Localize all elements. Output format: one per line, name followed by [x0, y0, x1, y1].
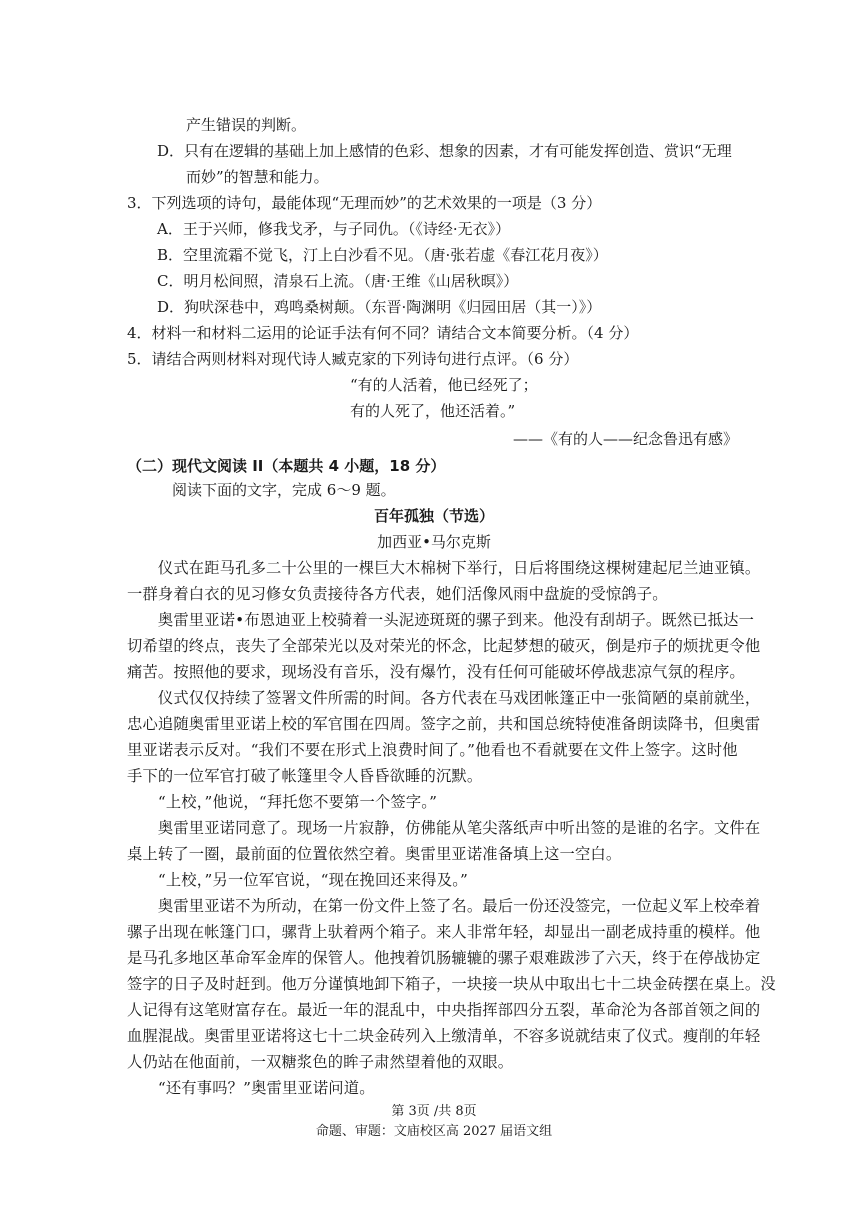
passage-line: 签字的日子及时赶到。他万分谨慎地卸下箱子，一块接一块从中取出七十二块金砖摆在桌上。没: [127, 975, 776, 993]
passage-line: 仪式在距马孔多二十公里的一棵巨大木棉树下举行，日后将围绕这棵树建起尼兰迪亚镇。: [127, 559, 761, 577]
option-d-line2: 而妙”的智慧和能力。: [186, 168, 329, 186]
page-number: 第 3页 /共 8页: [391, 1104, 477, 1119]
passage-line: 人仍站在他面前，一双糖浆色的眸子肃然望着他的双眼。: [127, 1053, 514, 1071]
passage-line: 是马孔多地区革命军金库的保管人。他拽着饥肠辘辘的骡子艰难跋涉了六天，终于在停战协定: [127, 949, 761, 967]
poem-source: ——《有的人——纪念鲁迅有感》: [512, 430, 738, 448]
passage-line: 手下的一位军官打破了帐篷里令人昏昏欲睡的沉默。: [127, 767, 483, 785]
poem-line-1: “有的人活着，他已经死了；: [350, 376, 538, 394]
passage-line: 奥雷里亚诺不为所动，在第一份文件上签了名。最后一份还没签完，一位起义军上校牵着: [127, 897, 761, 915]
passage-line: 仪式仅仅持续了签署文件所需的时间。各方代表在马戏团帐篷正中一张简陋的桌前就坐，: [127, 689, 761, 707]
section-heading: （二）现代文阅读 II（本题共 4 小题，18 分）: [127, 457, 446, 475]
question-3-option-c: C．明月松间照，清泉石上流。（唐·王维《山居秋暝》）: [157, 272, 519, 290]
passage-line: 忠心追随奥雷里亚诺上校的军官围在四周。签字之前，共和国总统特使准备朗读降书，但奥雷: [127, 715, 761, 733]
passage-line: 奥雷里亚诺•布恩迪亚上校骑着一头泥迹斑斑的骡子到来。他没有刮胡子。既然已抵达一: [127, 611, 755, 629]
passage-line: 一群身着白衣的见习修女负责接待各方代表，她们活像风雨中盘旋的受惊鸽子。: [127, 585, 668, 603]
passage-line: 骡子出现在帐篷门口，骡背上驮着两个箱子。来人非常年轻，却显出一副老成持重的模样。他: [127, 923, 761, 941]
passage-line: “上校，”另一位军官说，“现在挽回还来得及。”: [127, 871, 468, 889]
question-4: 4．材料一和材料二运用的论证手法有何不同？请结合文本简要分析。（4 分）: [127, 324, 639, 342]
section-instruction: 阅读下面的文字，完成 6～9 题。: [172, 481, 396, 499]
passage-line: 奥雷里亚诺同意了。现场一片寂静，仿佛能从笔尖落纸声中听出签的是谁的名字。文件在: [127, 819, 761, 837]
passage-line: “还有事吗？”奥雷里亚诺问道。: [127, 1079, 375, 1097]
passage-author: 加西亚•马尔克斯: [377, 533, 491, 551]
passage-line: 切希望的终点，丧失了全部荣光以及对荣光的怀念，比起梦想的破灭，倒是疖子的烦扰更令他: [127, 637, 761, 655]
passage-line: 痛苦。按照他的要求，现场没有音乐，没有爆竹，没有任何可能破坏停战悲凉气氛的程序。: [127, 663, 745, 681]
question-5: 5．请结合两则材料对现代诗人臧克家的下列诗句进行点评。（6 分）: [127, 350, 579, 368]
passage-line: 人记得有这笔财富存在。最近一年的混乱中，中央指挥部四分五裂，革命沦为各部首领之间的: [127, 1001, 761, 1019]
passage-line: 桌上转了一圈，最前面的位置依然空着。奥雷里亚诺准备填上这一空白。: [127, 845, 622, 863]
question-3-option-b: B．空里流霜不觉飞，汀上白沙看不见。（唐·张若虚《春江花月夜》）: [157, 246, 608, 264]
footer-credit: 命题、审题：文庙校区高 2027 届语文组: [315, 1124, 553, 1139]
passage-title: 百年孤独（节选）: [373, 507, 494, 525]
question-3: 3．下列选项的诗句，最能体现“无理而妙”的艺术效果的一项是（3 分）: [127, 194, 602, 212]
question-3-option-a: A．王于兴师，修我戈矛，与子同仇。（《诗经·无衣》）: [157, 220, 511, 238]
passage-line: “上校，”他说，“拜托您不要第一个签字。”: [127, 793, 438, 811]
poem-line-2: 有的人死了，他还活着。”: [350, 402, 516, 420]
passage-line: 血腥混战。奥雷里亚诺将这七十二块金砖列入上缴清单，不容多说就结束了仪式。瘦削的年轻: [127, 1027, 761, 1045]
question-3-option-d: D．狗吠深巷中，鸡鸣桑树颠。（东晋·陶渊明《归园田居（其一）》）: [157, 298, 602, 316]
option-d-line1: D．只有在逻辑的基础上加上感情的色彩、想象的因素，才有可能发挥创造、赏识“无理: [157, 142, 732, 160]
passage-line: 里亚诺表示反对。“我们不要在形式上浪费时间了。”他看也不看就要在文件上签字。这时他: [127, 741, 738, 759]
option-c-continuation: 产生错误的判断。: [186, 116, 307, 134]
